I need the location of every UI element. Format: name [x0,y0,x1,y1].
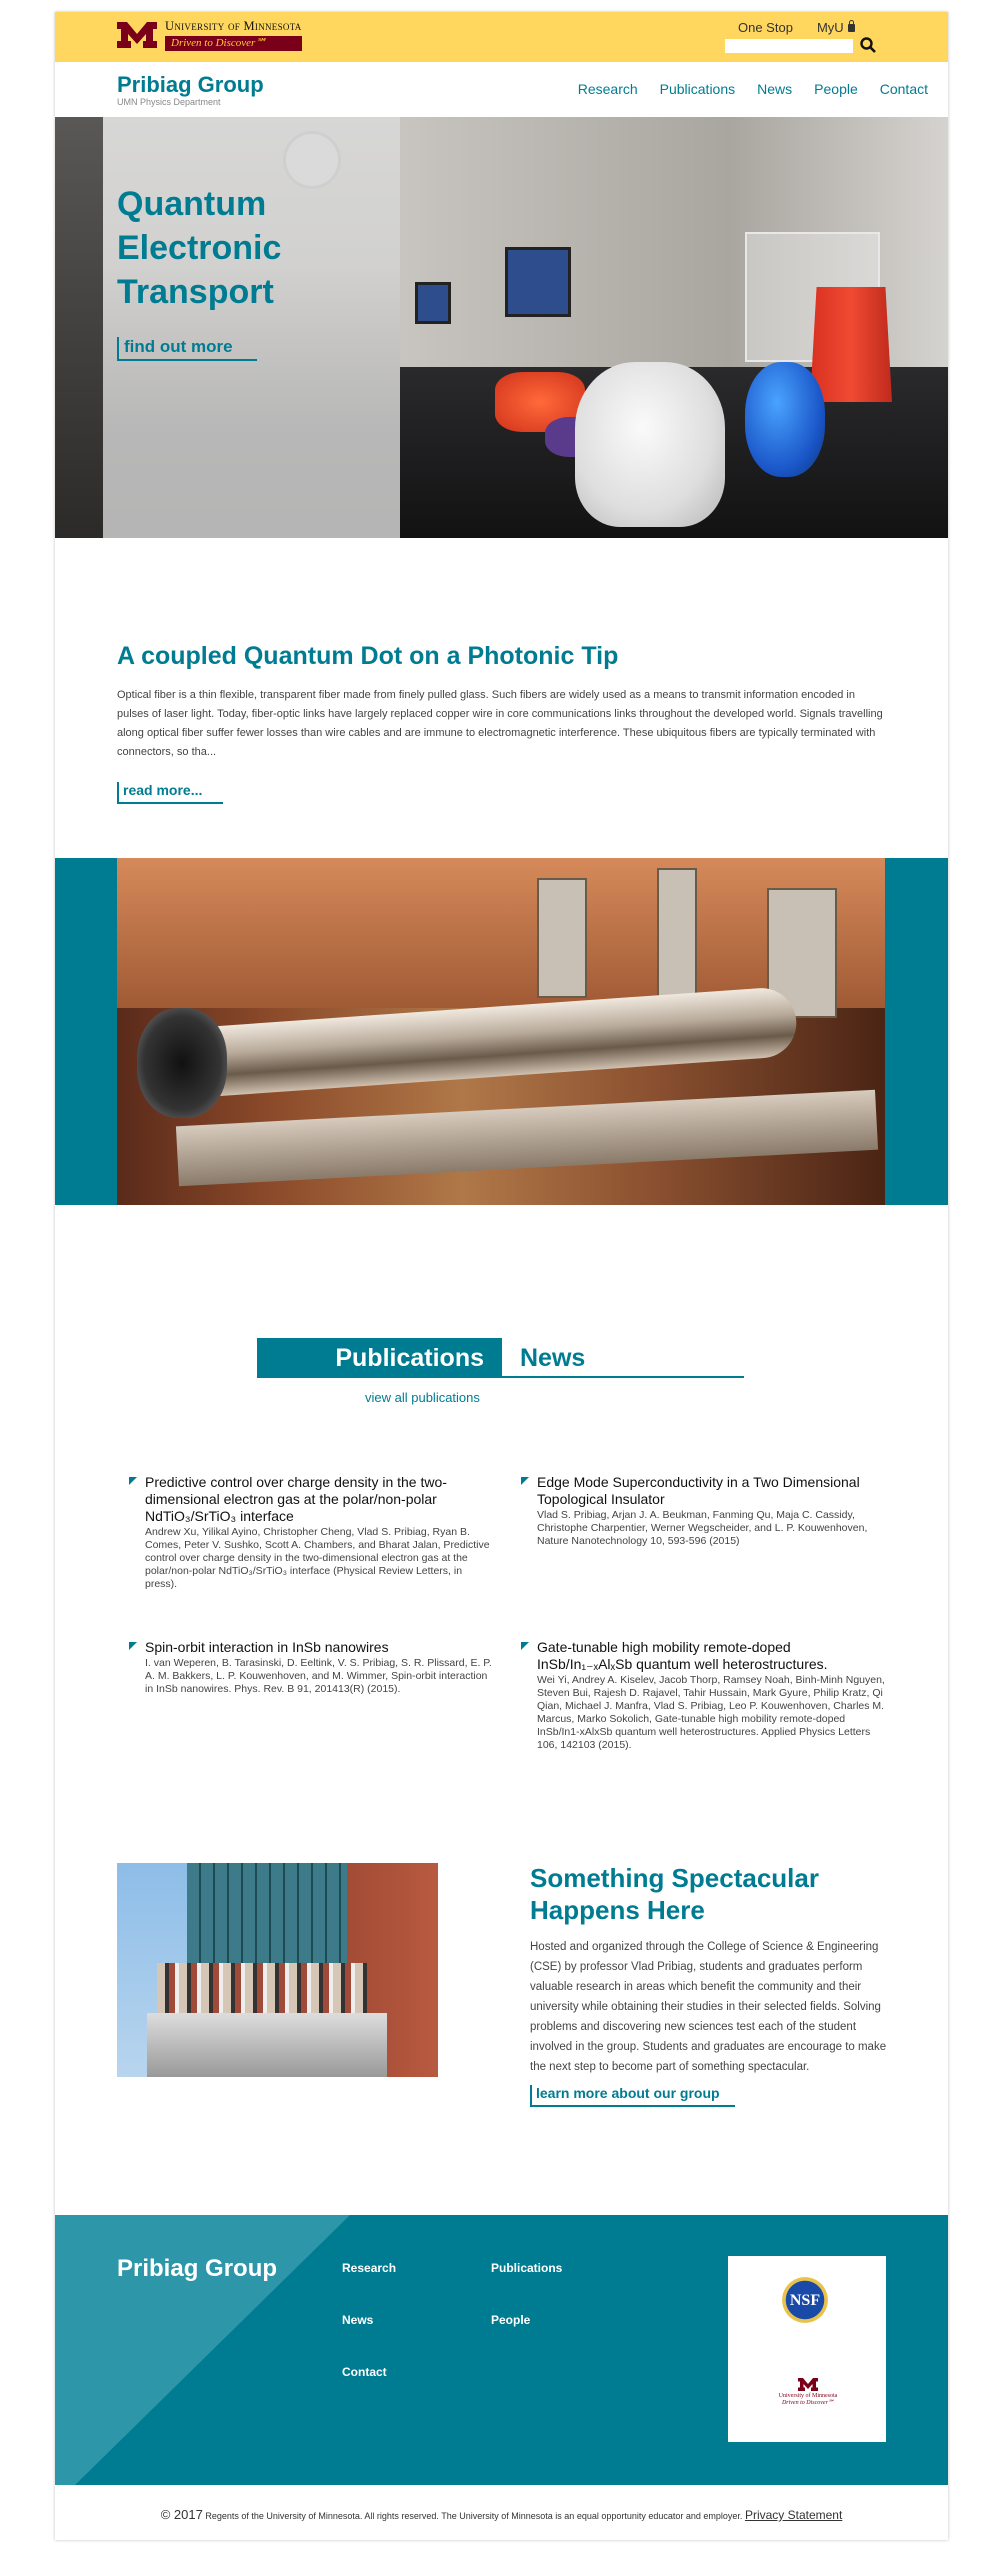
privacy-statement-link[interactable]: Privacy Statement [744,2508,843,2522]
page [55,12,948,2540]
umn-footer-name: University of Minnesota [778,2393,838,2399]
publication-item [145,1639,497,1696]
photo-people [157,1963,367,2018]
spectacular-text: Hosted and organized through the College of Science & Engineering (CSE) by professor Vlad Pribiag, students and graduates perform valuable research in areas which benefit the community and their university while obtaining their studies in their selected fields. Solving problems and discovering new sciences test each of the student involved in the group. Students and graduates are encourage to make the next step to become part of something spectacular. [530,1941,887,2073]
myu-link[interactable] [817,20,855,35]
umn-tagline: Driven to Discover℠ [165,36,302,51]
footer-link-contact[interactable]: Contact [342,2365,387,2379]
white-head-print-image [575,362,725,527]
umn-footer-logo[interactable] [758,2378,858,2406]
umn-logo[interactable] [117,20,302,51]
umn-m-icon [798,2378,818,2391]
nav-news[interactable]: News [757,81,793,97]
nav-people[interactable]: People [814,81,858,97]
hero-photo-person [55,117,103,538]
group-photo [117,1863,438,2077]
umn-search-input[interactable] [725,39,853,53]
search-icon[interactable] [860,37,876,53]
publication-authors: Vlad S. Pribiag, Arjan J. A. Beukman, Fanming Qu, Maja C. Cassidy, Christophe Charpentier, Werner Wegscheider, and L. P. Kouwenhoven, Nature Nanotechnology 10, 593-596 (2015) [537,1509,868,1547]
lab-equipment-part [537,878,587,998]
site-title[interactable]: Pribiag Group [117,72,264,97]
nav-contact[interactable]: Contact [879,81,928,97]
nsf-logo-text: NSF [789,2292,821,2309]
lab-lens [137,1008,227,1118]
monitor-image [415,282,451,324]
lab-equipment-image [117,858,885,1205]
publication-title[interactable]: Edge Mode Superconductivity in a Two Dimensional Topological Insulator [537,1474,860,1507]
spectacular-title: Something Spectacular Happens Here [530,1863,819,1925]
site-header [55,62,948,117]
nav-publications[interactable]: Publications [659,81,736,97]
copyright-year: © 2017 [160,2507,203,2522]
nsf-logo[interactable] [773,2268,837,2332]
hero-overlay-panel [103,117,400,538]
publication-title[interactable]: Gate-tunable high mobility remote-doped InSb/In₁₋ₓAlₓSb quantum well heterostructures. [537,1639,828,1672]
one-stop-link[interactable]: One Stop [738,20,793,35]
copyright [55,2507,948,2522]
blue-print-image [745,362,825,477]
find-out-more-link[interactable]: find out more [117,337,257,361]
publication-authors: Andrew Xu, Yilikal Ayino, Christopher Cheng, Vlad S. Pribiag, Ryan B. Comes, Peter V. Sushko, Scott A. Chambers, and Bharat Jalan, Predictive control over charge density in the two-dimensional electron gas at the polar/non-polar NdTiO₃/SrTiO₃ interface (Physical Review Letters, in press). [145,1526,490,1590]
corner-marker-icon [521,1642,529,1650]
umn-header-bar [55,12,948,62]
lock-icon [848,24,855,32]
corner-marker-icon [129,1642,137,1650]
footer-link-people[interactable]: People [491,2313,531,2327]
hero-title: Quantum Electronic Transport [117,185,282,311]
article-title[interactable]: A coupled Quantum Dot on a Photonic Tip [117,642,619,670]
hero-banner [55,117,948,538]
site-subtitle: UMN Physics Department [117,97,221,107]
tab-news[interactable]: News [502,1338,744,1378]
view-all-publications-link[interactable]: view all publications [365,1390,480,1405]
copyright-text: Regents of the University of Minnesota. All rights reserved. The University of Minnesota is an equal opportunity educator and employer. [202,2511,745,2521]
footer-link-news[interactable]: News [342,2313,374,2327]
publication-item [537,1474,889,1548]
umn-m-icon [117,22,157,48]
main-nav [578,81,928,97]
footer-title[interactable]: Pribiag Group [117,2255,278,2282]
footer-link-research[interactable]: Research [342,2261,397,2275]
monitor-image [505,247,571,317]
publication-authors: I. van Weperen, B. Tarasinski, D. Eeltink, V. S. Pribiag, S. R. Plissard, E. P. A. M. Bakkers, L. P. Kouwenhoven, and M. Wimmer, Spin-orbit interaction in InSb nanowires. Phys. Rev. B 91, 201413(R) (2015). [145,1657,492,1695]
umn-name: University of Minnesota [165,19,302,33]
publication-item [537,1639,889,1752]
publication-item [145,1474,497,1591]
corner-marker-icon [521,1477,529,1485]
tab-publications[interactable]: Publications [257,1338,502,1378]
corner-marker-icon [129,1477,137,1485]
umn-footer-tagline: Driven to Discover℠ [781,2400,835,2406]
read-more-link[interactable]: read more... [117,782,223,804]
publication-title[interactable]: Spin-orbit interaction in InSb nanowires [145,1639,389,1655]
nav-research[interactable]: Research [577,81,638,97]
publication-title[interactable]: Predictive control over charge density in the two-dimensional electron gas at the polar/non-polar NdTiO₃/SrTiO₃ interface [145,1474,447,1524]
lab-rail [176,1090,878,1187]
footer-link-publications[interactable]: Publications [491,2261,563,2275]
learn-more-link[interactable]: learn more about our group [530,2085,735,2107]
umn-links [738,20,855,35]
red-vase-image [810,287,892,402]
publication-authors: Wei Yi, Andrey A. Kiselev, Jacob Thorp, Ramsey Noah, Binh-Minh Nguyen, Steven Bui, Rajesh D. Rajavel, Tahir Hussain, Mark Gyure, Philip Kratz, Qi Qian, Michael J. Manfra, Vlad S. Pribiag, Leo P. Kouwenhoven, Charles M. Marcus, Marko Sokolich, Gate-tunable high mobility remote-doped InSb/In1-xAlxSb quantum well heterostructures. Applied Physics Letters 106, 142103 (2015). [537,1674,885,1751]
myu-label: MyU [816,20,844,35]
photo-building-base [147,2013,387,2077]
footer [55,2215,948,2485]
article-excerpt: Optical fiber is a thin flexible, transparent fiber made from finely pulled glass. Such fibers are widely used as a means to transmit information encoded in pulses of laser light. Today, fiber-optic links have largely replaced copper wire in core communications links throughout the developed world. Signals travelling along optical fiber suffer fewer losses than wire cables and are immune to electromagnetic interference. These ubiquitous fibers are typically terminated with connectors, so tha... [117,689,883,758]
partner-logos [728,2256,886,2442]
